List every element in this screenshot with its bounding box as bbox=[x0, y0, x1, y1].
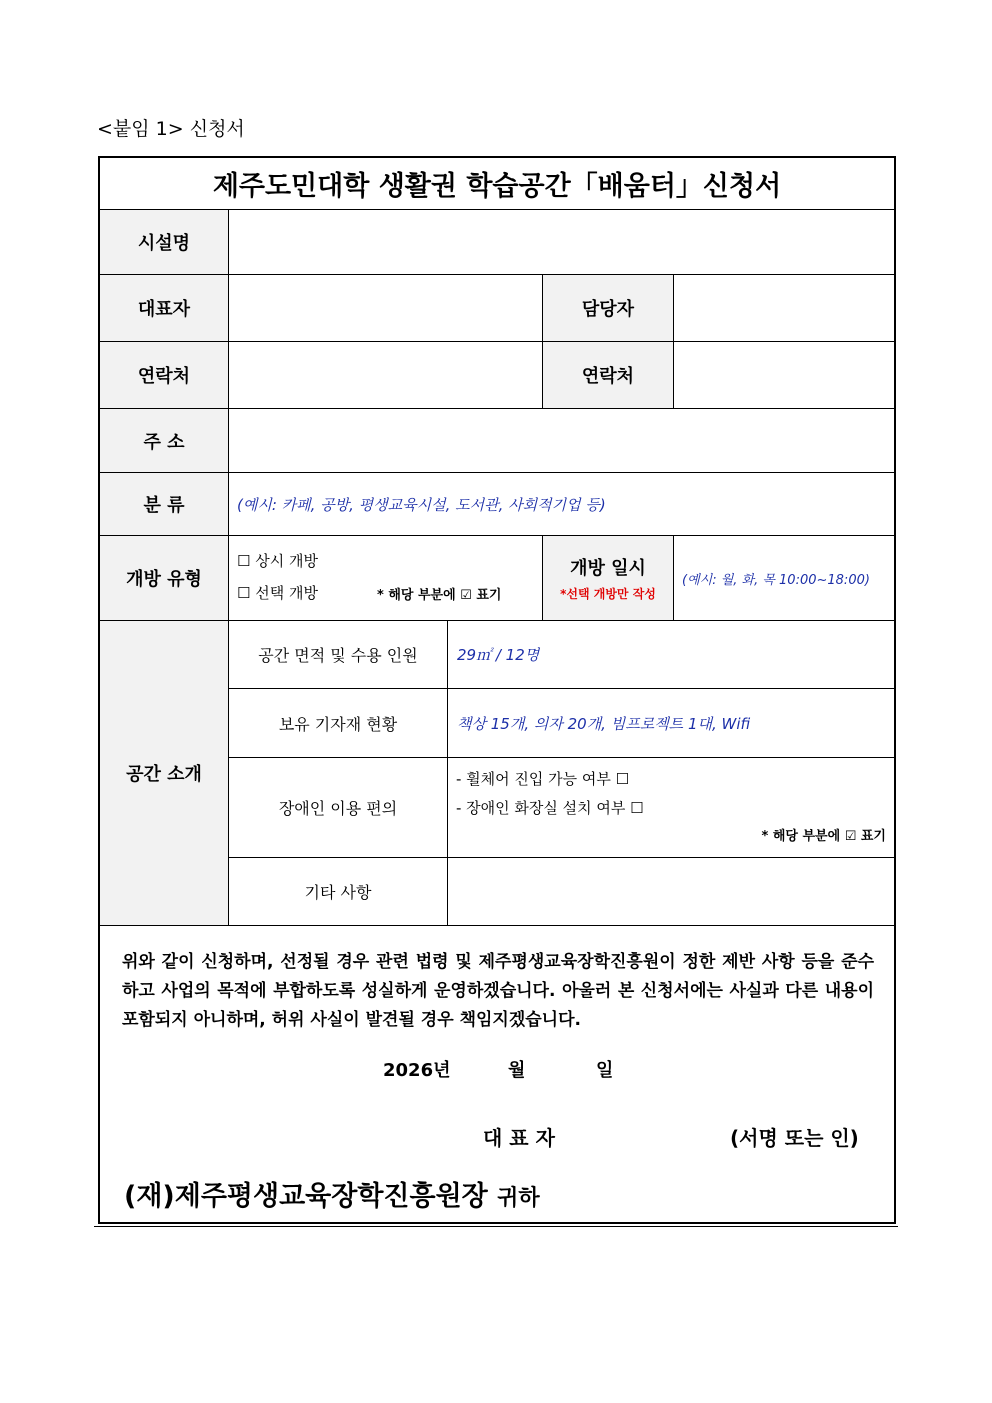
other-label: 기타 사항 bbox=[229, 858, 448, 926]
facility-field[interactable] bbox=[229, 210, 894, 275]
form-title: 제주도민대학 생활권 학습공간「배움터」신청서 bbox=[100, 158, 894, 210]
area-field[interactable] bbox=[448, 621, 894, 689]
space-intro-label: 공간 소개 bbox=[100, 621, 229, 926]
open-time-example: (예시: 월, 화, 목 10:00~18:00) bbox=[682, 572, 870, 588]
equipment-label: 보유 기자재 현황 bbox=[229, 689, 448, 758]
open-time-field[interactable] bbox=[674, 536, 894, 621]
open-time-label-cell bbox=[543, 536, 674, 621]
signature-label: (서명 또는 인) bbox=[730, 1126, 859, 1150]
signer-label: 대 표 자 bbox=[483, 1126, 555, 1150]
manager-field[interactable] bbox=[674, 275, 894, 342]
representative-field[interactable] bbox=[229, 275, 543, 342]
manager-label: 담당자 bbox=[543, 275, 674, 342]
open-type-always-checkbox[interactable]: ☐ 상시 개방 bbox=[237, 552, 318, 570]
application-form bbox=[98, 156, 896, 1224]
date-year: 2026년 bbox=[383, 1060, 451, 1081]
accessibility-label: 장애인 이용 편의 bbox=[229, 758, 448, 858]
address-label: 주 소 bbox=[100, 409, 229, 473]
wheelchair-access-checkbox[interactable]: - 휠체어 진입 가능 여부 ☐ bbox=[456, 770, 630, 788]
equipment-field[interactable] bbox=[448, 689, 894, 758]
open-type-label: 개방 유형 bbox=[100, 536, 229, 621]
open-type-note: * 해당 부분에 ☑ 표기 bbox=[377, 588, 502, 603]
open-time-note: *선택 개방만 작성 bbox=[560, 587, 656, 601]
bottom-rule bbox=[94, 1226, 898, 1227]
category-label: 분 류 bbox=[100, 473, 229, 536]
open-type-select-checkbox[interactable]: ☐ 선택 개방 bbox=[237, 584, 318, 602]
open-type-field bbox=[229, 536, 543, 621]
area-label: 공간 면적 및 수용 인원 bbox=[229, 621, 448, 689]
date-day: 일 bbox=[596, 1060, 614, 1081]
addressee bbox=[124, 1174, 540, 1213]
attachment-label: <붙임 1> 신청서 bbox=[97, 118, 245, 140]
other-field[interactable] bbox=[448, 858, 894, 926]
representative-label: 대표자 bbox=[100, 275, 229, 342]
accessibility-note: * 해당 부분에 ☑ 표기 bbox=[761, 829, 886, 844]
manager-contact-label: 연락처 bbox=[543, 342, 674, 409]
addressee-suffix: 귀하 bbox=[497, 1186, 540, 1211]
area-value: 29㎡ / 12명 bbox=[457, 646, 540, 664]
category-example: (예시: 카페, 공방, 평생교육시설, 도서관, 사회적기업 등) bbox=[237, 495, 606, 514]
pledge-statement: 위와 같이 신청하며, 선정될 경우 관련 법령 및 제주평생교육장학진흥원이 정한 제반 사항 등을 준수하고 사업의 목적에 부합하도록 성실하게 운영하겠습니다. 아울러 본 신청서에는 사실과 다른 내용이 포함되지 아니하며, 허위 사실이 발견될 경우 책임지겠습니다. bbox=[122, 952, 874, 1030]
open-time-label: 개방 일시 bbox=[570, 558, 646, 579]
manager-contact-field[interactable] bbox=[674, 342, 894, 409]
contact-field[interactable] bbox=[229, 342, 543, 409]
accessible-restroom-checkbox[interactable]: - 장애인 화장실 설치 여부 ☐ bbox=[456, 799, 644, 817]
facility-label: 시설명 bbox=[100, 210, 229, 275]
addressee-name: (재)제주평생교육장학진흥원장 bbox=[124, 1181, 488, 1212]
address-field[interactable] bbox=[229, 409, 894, 473]
equipment-value: 책상 15개, 의자 20개, 빔프로젝트 1대, Wifi bbox=[457, 714, 751, 733]
contact-label: 연락처 bbox=[100, 342, 229, 409]
accessibility-field bbox=[448, 758, 894, 858]
date-month: 월 bbox=[508, 1060, 526, 1081]
category-field[interactable] bbox=[229, 473, 894, 536]
